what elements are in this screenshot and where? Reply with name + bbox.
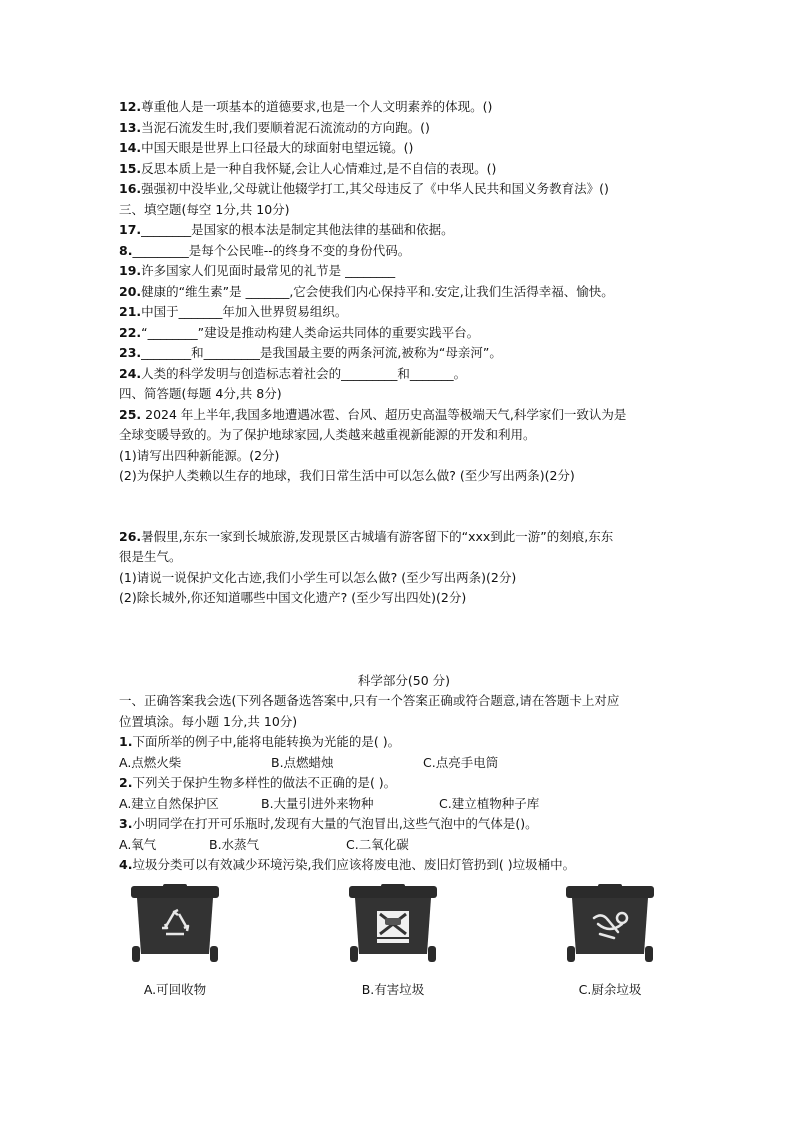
science-question-2: 2.下列关于保护生物多样性的做法不正确的是( )。 xyxy=(119,775,397,790)
question-21: 21.中国于_______年加入世界贸易组织。 xyxy=(119,304,348,319)
bin-option-b[interactable] xyxy=(343,884,443,998)
option-c[interactable]: C.点亮手电筒 xyxy=(423,754,499,770)
question-16: 16.强强初中没毕业,父母就让他辍学打工,其父母违反了《中华人民共和国义务教育法》() xyxy=(119,181,609,196)
question-13: 13.当泥石流发生时,我们要顺着泥石流流动的方向跑。() xyxy=(119,119,430,135)
science-section-title: 科学部分(50 分) xyxy=(357,672,451,688)
fill-section-heading: 三、填空题(每空 1分,共 10分) xyxy=(119,201,290,217)
hazardous-waste-icon xyxy=(347,884,439,966)
question-22: 22.“________”建设是推动构建人类命运共同体的重要实践平台。 xyxy=(119,324,480,340)
science-instructions-line-2: 位置填涂。每小题 1分,共 10分) xyxy=(119,713,298,729)
recycle-icon xyxy=(129,884,221,966)
question-24: 24.人类的科学发明与创造标志着社会的_________和_______。 xyxy=(119,365,467,381)
question-19: 19.许多国家人们见面时最常见的礼节是 ________ xyxy=(119,263,396,278)
option-c[interactable]: C.建立植物种子库 xyxy=(439,795,540,811)
science-question-3-options xyxy=(119,835,689,856)
question-18: 8._________是每个公民唯--的终身不变的身份代码。 xyxy=(119,242,411,258)
option-c[interactable]: C.二氧化碳 xyxy=(346,836,409,852)
kitchen-waste-icon xyxy=(564,884,656,966)
question-25-stem-line-2: 全球变暖导致的。为了保护地球家园,人类越来越重视新能源的开发和利用。 xyxy=(119,427,536,442)
question-15: 15.反思本质上是一种自我怀疑,会让人心情难过,是不自信的表现。() xyxy=(119,160,497,176)
option-a[interactable]: A.点燃火柴 xyxy=(119,754,182,770)
question-26-stem-line-2: 很是生气。 xyxy=(119,549,182,564)
science-question-3: 3.小明同学在打开可乐瓶时,发现有大量的气泡冒出,这些气泡中的气体是()。 xyxy=(119,816,538,831)
question-25-stem-line-1: 25. 2024 年上半年,我国多地遭遇冰雹、台风、超历史高温等极端天气,科学家们一致认为是 xyxy=(119,406,627,422)
science-question-4: 4.垃圾分类可以有效减少环境污染,我们应该将废电池、废旧灯管扔到( )垃圾桶中。 xyxy=(119,857,576,872)
science-question-2-options xyxy=(119,794,689,815)
option-b[interactable]: B.大量引进外来物种 xyxy=(261,795,374,811)
question-26-stem-line-1: 26.暑假里,东东一家到长城旅游,发现景区古城墙有游客留下的“xxx到此一游”的刻痕,东东 xyxy=(119,528,614,544)
question-20: 20.健康的“维生素”是 _______,它会使我们内心保持平和.安定,让我们生活得幸福、愉快。 xyxy=(119,283,614,299)
exam-page xyxy=(119,97,689,1018)
question-26-sub-1: (1)请说一说保护文化古迹,我们小学生可以怎么做? (至少写出两条)(2分) xyxy=(119,569,517,585)
question-25-sub-2: (2)为保护人类赖以生存的地球，我们日常生活中可以怎么做? (至少写出两条)(2分) xyxy=(119,468,575,483)
question-26-sub-2: (2)除长城外,你还知道哪些中国文化遗产? (至少写出四处)(2分) xyxy=(119,590,467,605)
question-17: 17.________是国家的根本法是制定其他法律的基础和依据。 xyxy=(119,222,454,237)
science-instructions-line-1: 一、正确答案我会选(下列各题备选答案中,只有一个答案正确或符合题意,请在答题卡上对应 xyxy=(119,693,620,708)
bin-option-c[interactable] xyxy=(560,884,660,998)
short-answer-heading: 四、简答题(每题 4分,共 8分) xyxy=(119,386,282,401)
option-a[interactable]: A.氧气 xyxy=(119,836,157,852)
trash-bin-options xyxy=(119,878,689,1018)
bin-label-a: A.可回收物 xyxy=(143,981,207,997)
option-b[interactable]: B.水蒸气 xyxy=(209,836,260,852)
question-23: 23.________和_________是我国最主要的两条河流,被称为“母亲河”。 xyxy=(119,345,502,360)
bin-label-c: C.厨余垃圾 xyxy=(578,981,642,997)
bin-label-b: B.有害垃圾 xyxy=(361,981,425,997)
option-b[interactable]: B.点燃蜡烛 xyxy=(271,754,334,770)
question-25-sub-1: (1)请写出四种新能源。(2分) xyxy=(119,447,280,463)
science-question-1: 1.下面所举的例子中,能将电能转换为光能的是( )。 xyxy=(119,734,401,749)
bin-option-a[interactable] xyxy=(125,884,225,998)
question-14: 14.中国天眼是世界上口径最大的球面射电望远镜。() xyxy=(119,140,414,155)
question-12: 12.尊重他人是一项基本的道德要求,也是一个人文明素养的体现。() xyxy=(119,99,493,114)
science-question-1-options xyxy=(119,753,689,774)
answer-space-25[interactable] xyxy=(119,487,689,527)
option-a[interactable]: A.建立自然保护区 xyxy=(119,795,219,811)
answer-space-26[interactable] xyxy=(119,609,689,671)
